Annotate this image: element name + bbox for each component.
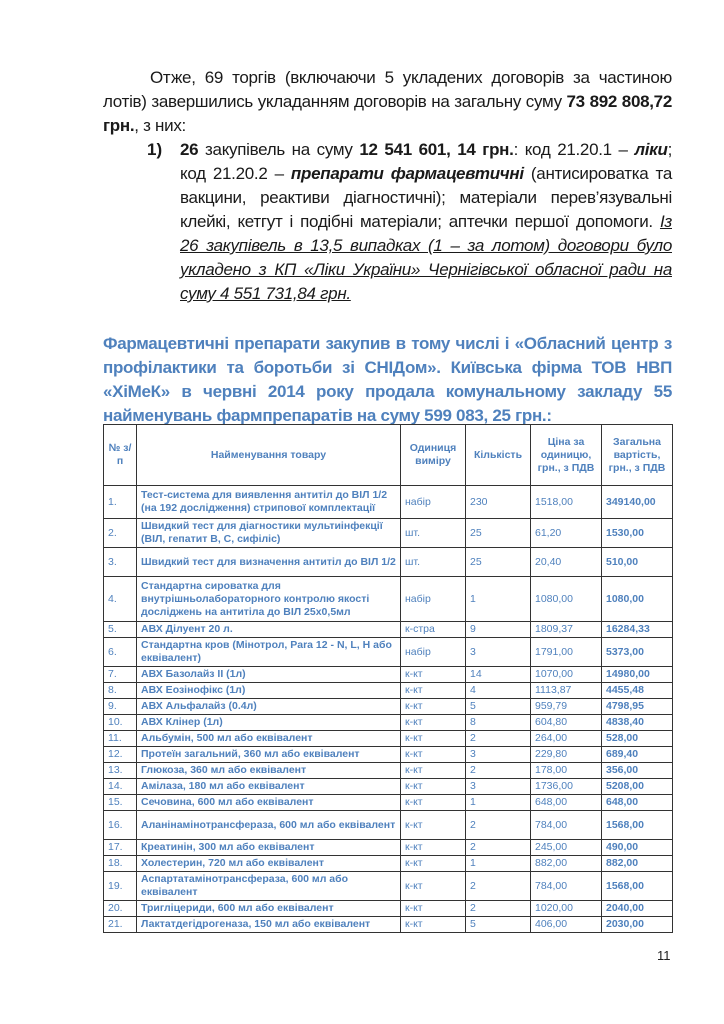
table-row [104, 779, 673, 795]
cell-num: 20. [104, 901, 137, 917]
cell-qty: 3 [466, 779, 531, 795]
cell-qty: 2 [466, 840, 531, 856]
cell-name: Амілаза, 180 мл або еквівалент [137, 779, 401, 795]
cell-price: 178,00 [531, 763, 602, 779]
cell-unit: к-кт [401, 872, 466, 901]
cell-unit: набір [401, 486, 466, 519]
cell-name: АВХ Альфалайз (0.4л) [137, 699, 401, 715]
cell-qty: 5 [466, 699, 531, 715]
cell-price: 882,00 [531, 856, 602, 872]
cell-num: 14. [104, 779, 137, 795]
cell-unit: к-кт [401, 699, 466, 715]
cell-name: АВХ Ділуент 20 л. [137, 622, 401, 638]
cell-total: 4455,48 [602, 683, 673, 699]
cell-num: 16. [104, 811, 137, 840]
list-text-3: ; код 21.20.2 – [180, 140, 672, 183]
cell-name: Стандартна кров (Мінотрол, Para 12 - N, L, H або еквівалент) [137, 638, 401, 667]
table-row [104, 622, 673, 638]
cell-num: 10. [104, 715, 137, 731]
cell-name: Швидкий тест для визначення антитіл до ВІЛ 1/2 [137, 548, 401, 577]
cell-price: 1080,00 [531, 577, 602, 622]
table-row [104, 840, 673, 856]
cell-num: 17. [104, 840, 137, 856]
cell-total: 648,00 [602, 795, 673, 811]
cell-total: 4838,40 [602, 715, 673, 731]
cell-qty: 8 [466, 715, 531, 731]
list-text-2: : код 21.20.1 – [513, 140, 635, 159]
cell-total: 1568,00 [602, 872, 673, 901]
cell-price: 264,00 [531, 731, 602, 747]
table-row [104, 872, 673, 901]
cell-total: 5373,00 [602, 638, 673, 667]
cell-total: 5208,00 [602, 779, 673, 795]
table-row [104, 811, 673, 840]
cell-total: 356,00 [602, 763, 673, 779]
header-name: Найменування товару [137, 425, 401, 486]
cell-price: 784,00 [531, 872, 602, 901]
cell-qty: 3 [466, 638, 531, 667]
cell-unit: к-кт [401, 715, 466, 731]
term-liky: ліки [634, 140, 668, 159]
cell-unit: к-кт [401, 667, 466, 683]
cell-price: 648,00 [531, 795, 602, 811]
cell-unit: шт. [401, 519, 466, 548]
cell-name: АВХ Клінер (1л) [137, 715, 401, 731]
cell-unit: к-стра [401, 622, 466, 638]
cell-unit: к-кт [401, 856, 466, 872]
cell-num: 18. [104, 856, 137, 872]
cell-total: 4798,95 [602, 699, 673, 715]
cell-num: 9. [104, 699, 137, 715]
cell-qty: 2 [466, 763, 531, 779]
cell-price: 604,80 [531, 715, 602, 731]
cell-unit: к-кт [401, 763, 466, 779]
cell-name: Креатинін, 300 мл або еквівалент [137, 840, 401, 856]
cell-qty: 2 [466, 811, 531, 840]
cell-price: 1070,00 [531, 667, 602, 683]
cell-qty: 2 [466, 901, 531, 917]
cell-price: 1736,00 [531, 779, 602, 795]
table-row [104, 763, 673, 779]
list-item-text [180, 138, 672, 306]
purchase-amount: 12 541 601, 14 грн. [359, 140, 514, 159]
cell-num: 12. [104, 747, 137, 763]
table-row [104, 519, 673, 548]
table-row [104, 667, 673, 683]
cell-num: 3. [104, 548, 137, 577]
cell-name: АВХ Еозінофікс (1л) [137, 683, 401, 699]
cell-price: 406,00 [531, 917, 602, 933]
table-row [104, 901, 673, 917]
cell-unit: к-кт [401, 683, 466, 699]
table-row [104, 715, 673, 731]
list-text-1: закупівель на суму [198, 140, 360, 159]
cell-num: 19. [104, 872, 137, 901]
intro-text-end: , з них: [134, 116, 186, 135]
intro-text: Отже, 69 торгів (включаючи 5 укладених договорів за частиною лотів) завершились укладанням договорів на загальну суму [103, 68, 672, 111]
cell-total: 1568,00 [602, 811, 673, 840]
table-row [104, 856, 673, 872]
page-number: 11 [657, 948, 671, 963]
cell-name: Стандартна сироватка для внутрішньолабораторного контролю якості досліджень на антитіла до ВІЛ 25х0,5мл [137, 577, 401, 622]
cell-unit: к-кт [401, 901, 466, 917]
cell-num: 21. [104, 917, 137, 933]
cell-qty: 25 [466, 519, 531, 548]
cell-name: Тригліцериди, 600 мл або еквівалент [137, 901, 401, 917]
table-row [104, 917, 673, 933]
cell-total: 349140,00 [602, 486, 673, 519]
cell-name: Аланінамінотрансфераза, 600 мл або еквівалент [137, 811, 401, 840]
table-header-row [104, 425, 673, 486]
cell-total: 1080,00 [602, 577, 673, 622]
cell-name: АВХ Базолайз ІІ (1л) [137, 667, 401, 683]
cell-qty: 3 [466, 747, 531, 763]
cell-num: 8. [104, 683, 137, 699]
cell-total: 2030,00 [602, 917, 673, 933]
cell-qty: 25 [466, 548, 531, 577]
cell-unit: к-кт [401, 731, 466, 747]
cell-name: Сечовина, 600 мл або еквівалент [137, 795, 401, 811]
cell-num: 7. [104, 667, 137, 683]
header-qty: Кількість [466, 425, 531, 486]
table-row [104, 731, 673, 747]
intro-paragraph [103, 66, 672, 138]
cell-qty: 230 [466, 486, 531, 519]
cell-unit: к-кт [401, 811, 466, 840]
cell-name: Тест-система для виявлення антитіл до ВІЛ 1/2 (на 192 дослідження) стрипової комплектації [137, 486, 401, 519]
table-row [104, 795, 673, 811]
cell-qty: 5 [466, 917, 531, 933]
cell-price: 1020,00 [531, 901, 602, 917]
cell-total: 528,00 [602, 731, 673, 747]
total-amount: 73 892 808,72 грн. [103, 92, 672, 135]
cell-name: Холестерин, 720 мл або еквівалент [137, 856, 401, 872]
cell-price: 20,40 [531, 548, 602, 577]
header-price: Ціна за одиницю, грн., з ПДВ [531, 425, 602, 486]
cell-qty: 9 [466, 622, 531, 638]
table-row [104, 747, 673, 763]
cell-price: 784,00 [531, 811, 602, 840]
cell-total: 1530,00 [602, 519, 673, 548]
cell-total: 882,00 [602, 856, 673, 872]
cell-qty: 14 [466, 667, 531, 683]
cell-num: 5. [104, 622, 137, 638]
cell-num: 11. [104, 731, 137, 747]
cell-name: Альбумін, 500 мл або еквівалент [137, 731, 401, 747]
cell-price: 245,00 [531, 840, 602, 856]
header-unit: Одиниця виміру [401, 425, 466, 486]
cell-unit: к-кт [401, 747, 466, 763]
table-row [104, 486, 673, 519]
cell-unit: к-кт [401, 779, 466, 795]
table-row [104, 638, 673, 667]
table-row [104, 699, 673, 715]
cell-num: 13. [104, 763, 137, 779]
header-num: № з/п [104, 425, 137, 486]
cell-qty: 1 [466, 795, 531, 811]
cell-unit: к-кт [401, 917, 466, 933]
table-row [104, 683, 673, 699]
cell-price: 1113,87 [531, 683, 602, 699]
cell-total: 2040,00 [602, 901, 673, 917]
cell-price: 61,20 [531, 519, 602, 548]
purchase-count: 26 [180, 140, 199, 159]
cell-name: Протеїн загальний, 360 мл або еквівалент [137, 747, 401, 763]
term-preparaty: препарати фармацевтичні [290, 164, 524, 183]
cell-name: Швидкий тест для діагностики мультиінфекції (ВІЛ, гепатит В, С, сифіліс) [137, 519, 401, 548]
underlined-note: Із 26 закупівель в 13,5 випадках (1 – за лотом) договори було укладено з КП «Ліки України» Чернігівської обласної ради на суму 4 551 731,84 грн. [180, 212, 672, 303]
cell-price: 229,80 [531, 747, 602, 763]
cell-price: 1791,00 [531, 638, 602, 667]
list-item-number: 1) [147, 140, 163, 159]
table-row [104, 577, 673, 622]
cell-num: 2. [104, 519, 137, 548]
cell-num: 6. [104, 638, 137, 667]
cell-unit: шт. [401, 548, 466, 577]
cell-price: 959,79 [531, 699, 602, 715]
cell-unit: к-кт [401, 840, 466, 856]
cell-unit: набір [401, 577, 466, 622]
cell-num: 4. [104, 577, 137, 622]
cell-num: 1. [104, 486, 137, 519]
cell-total: 689,40 [602, 747, 673, 763]
cell-unit: к-кт [401, 795, 466, 811]
cell-qty: 4 [466, 683, 531, 699]
cell-qty: 2 [466, 872, 531, 901]
list-text-4: (антисироватка та вакцини, реактиви діагностичні); матеріали перев’язувальні клейкі, кетгут і подібні матеріали; аптечки першої допомоги. [180, 164, 672, 231]
cell-price: 1518,00 [531, 486, 602, 519]
blue-highlight-paragraph: Фармацевтичні препарати закупив в тому числі і «Обласний центр з профілактики та боротьби зі СНІДом». Київська фірма ТОВ НВП «ХіМеК» в червні 2014 року продала комунальному закладу 55 найменувань фармпрепаратів на суму 599 083, 25 грн.: [103, 334, 672, 425]
procurement-table [103, 424, 673, 933]
cell-total: 490,00 [602, 840, 673, 856]
cell-qty: 2 [466, 731, 531, 747]
cell-num: 15. [104, 795, 137, 811]
cell-total: 16284,33 [602, 622, 673, 638]
cell-name: Лактатдегідрогеназа, 150 мл або еквівалент [137, 917, 401, 933]
cell-qty: 1 [466, 577, 531, 622]
cell-price: 1809,37 [531, 622, 602, 638]
cell-total: 14980,00 [602, 667, 673, 683]
cell-qty: 1 [466, 856, 531, 872]
header-total: Загальна вартість, грн., з ПДВ [602, 425, 673, 486]
table-row [104, 548, 673, 577]
cell-name: Глюкоза, 360 мл або еквівалент [137, 763, 401, 779]
cell-unit: набір [401, 638, 466, 667]
cell-name: Аспартатамінотрансфераза, 600 мл або еквівалент [137, 872, 401, 901]
cell-total: 510,00 [602, 548, 673, 577]
